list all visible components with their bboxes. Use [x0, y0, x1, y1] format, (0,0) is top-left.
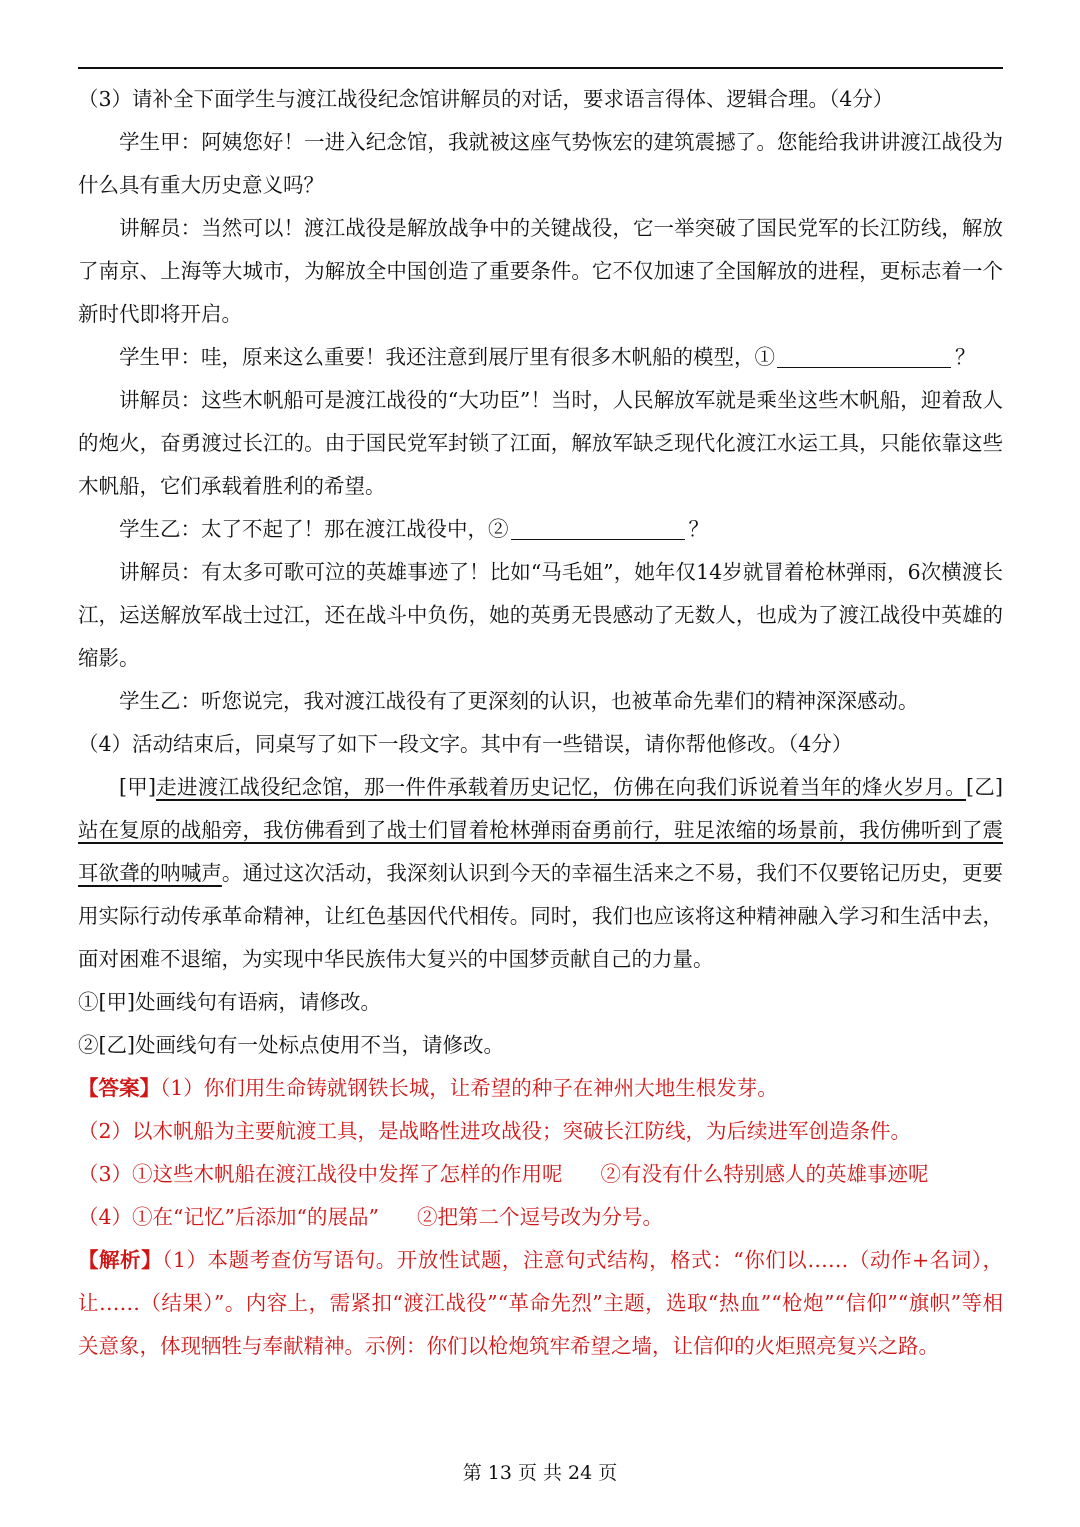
- fill-blank-2[interactable]: [511, 515, 685, 540]
- answer-2: （2）以木帆船为主要航渡工具，是战略性进攻战役；突破长江防线，为后续进军创造条件。: [78, 1119, 912, 1143]
- page-number: 第 13 页 共 24 页: [462, 1462, 618, 1484]
- q4-paragraph-rest: 。通过这次活动，我深刻认识到今天的幸福生活来之不易，我们不仅要铭记历史，更要用实际行动传承革命精神，让红色基因代代相传。同时，我们也应该将这种精神融入学习和生活中去，面对困难不退缩，为实现中华民族伟大复兴的中国梦贡献自己的力量。: [78, 861, 1004, 971]
- answer-1: （1）你们用生命铸就钢铁长城，让希望的种子在神州大地生根发芽。: [160, 1076, 778, 1100]
- fill-blank-1[interactable]: [777, 343, 951, 368]
- q3-guide-line3: 讲解员：有太多可歌可泣的英雄事迹了！比如“马毛姐”，她年仅14岁就冒着枪林弹雨，6次横渡长江，运送解放军战士过江，还在战斗中负伤，她的英勇无畏感动了无数人，也成为了渡江战役中英雄的缩影。: [78, 560, 1003, 670]
- answer-line-4: [78, 1196, 1003, 1239]
- analysis-paragraph: [78, 1239, 1003, 1368]
- answer-3-part2: ②有没有什么特别感人的英雄事迹呢: [600, 1162, 929, 1186]
- q3-guide-line1: 讲解员：当然可以！渡江战役是解放战争中的关键战役，它一举突破了国民党军的长江防线，解放了南京、上海等大城市，为解放全中国创造了重要条件。它不仅加速了全国解放的进程，更标志着一个新时代即将开启。: [78, 216, 1003, 326]
- q3-guide-line2: 讲解员：这些木帆船可是渡江战役的“大功臣”！当时，人民解放军就是乘坐这些木帆船，迎着敌人的炮火，奋勇渡过长江的。由于国民党军封锁了江面，解放军缺乏现代化渡江水运工具，只能依靠这些木帆船，它们承载着胜利的希望。: [78, 388, 1003, 498]
- q3-student-b-line1-text: 学生乙：太了不起了！那在渡江战役中，②: [119, 517, 509, 541]
- analysis-text: （1）本题考查仿写语句。开放性试题，注意句式结构，格式：“你们以……（动作+名词），让……（结果）”。内容上，需紧扣“渡江战役”“革命先烈”主题，选取“热血”“枪炮”“信仰”“旗帜”等相关意象，体现牺牲与奉献精神。示例：你们以枪炮筑牢希望之墙，让信仰的火炬照亮复兴之路。: [78, 1248, 1004, 1358]
- q4-paragraph: [78, 766, 1003, 981]
- q3-student-a-line2: [78, 336, 1003, 379]
- answer-4-part2: ②把第二个逗号改为分号。: [416, 1205, 663, 1229]
- answer-4-part1: （4）①在“记忆”后添加“的展品”: [78, 1205, 379, 1229]
- underlined-sentence-jia: 走进渡江战役纪念馆，那一件件承载着历史记忆，仿佛在向我们诉说着当年的烽火岁月。: [156, 775, 966, 799]
- answer-tag: 【答案】: [78, 1076, 160, 1100]
- q3-header: （3）请补全下面学生与渡江战役纪念馆讲解员的对话，要求语言得体、逻辑合理。（4分）: [78, 87, 894, 111]
- q4-task-2: ②[乙]处画线句有一处标点使用不当，请修改。: [78, 1033, 504, 1057]
- q3-question-mark-1: ？: [955, 345, 976, 369]
- header-rule: [78, 67, 1003, 69]
- mark-jia: [甲]: [119, 775, 157, 799]
- q3-question-mark-2: ？: [688, 517, 709, 541]
- q3-student-a-line2-text: 学生甲：哇，原来这么重要！我还注意到展厅里有很多木帆船的模型，①: [119, 345, 775, 369]
- answer-3-part1: （3）①这些木帆船在渡江战役中发挥了怎样的作用呢: [78, 1162, 563, 1186]
- q3-student-b-line2: 学生乙：听您说完，我对渡江战役有了更深刻的认识，也被革命先辈们的精神深深感动。: [119, 689, 919, 713]
- page-content: [78, 78, 1003, 1368]
- analysis-tag: 【解析】: [78, 1248, 163, 1272]
- q3-student-a-line1: 学生甲：阿姨您好！一进入纪念馆，我就被这座气势恢宏的建筑震撼了。您能给我讲讲渡江战役为什么具有重大历史意义吗？: [78, 130, 1003, 197]
- q3-student-b-line1: [78, 508, 1003, 551]
- answer-line-1: [78, 1067, 1003, 1110]
- answer-line-3: [78, 1153, 1003, 1196]
- underlined-sentence-yi: 站在复原的战船旁，我仿佛看到了战士们冒着枪林弹雨奋勇前行，驻足浓缩的场景前，我仿佛听到了震耳欲聋的呐喊声: [78, 818, 1003, 885]
- mark-yi: [乙]: [965, 775, 1004, 799]
- q4-header: （4）活动结束后，同桌写了如下一段文字。其中有一些错误，请你帮他修改。（4分）: [78, 732, 853, 756]
- q4-task-1: ①[甲]处画线句有语病，请修改。: [78, 990, 381, 1014]
